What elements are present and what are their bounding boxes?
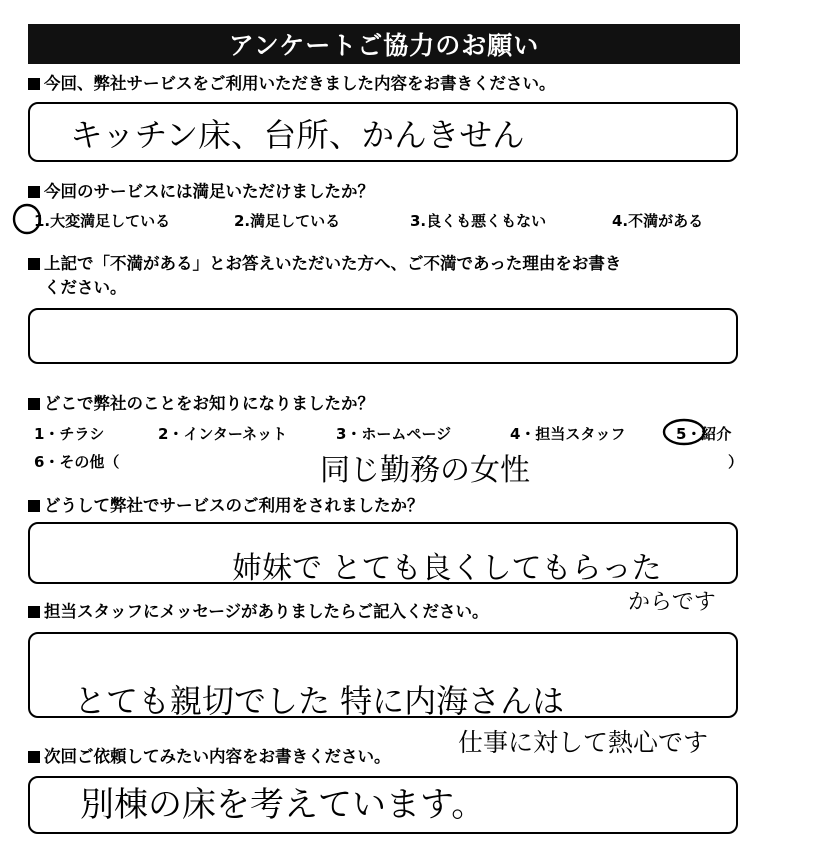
handwritten-answer-4-other: 同じ勤務の女性 — [320, 453, 530, 488]
question-1-text: 今回、弊社サービスをご利用いただきました内容をお書きください。 — [44, 74, 556, 93]
q2-selected-circle — [14, 205, 40, 233]
q2-option-4[interactable]: 4.不満がある — [612, 212, 704, 230]
question-2-text: 今回のサービスには満足いただけましたか？ — [44, 182, 374, 201]
handwritten-answer-5-line1: 姉妹で とても良くしてもらった — [232, 551, 662, 586]
q4-option-6-other[interactable]: 6・その他（ — [34, 453, 120, 471]
handwritten-answer-1: キッチン床、台所、かんきせん — [70, 116, 525, 154]
handwritten-answer-6-line2: 仕事に対して熱心です — [458, 728, 709, 757]
q2-option-1[interactable]: 1.大変満足している — [34, 212, 171, 230]
q4-option-5[interactable]: 5・紹介 — [676, 425, 732, 443]
q2-option-3[interactable]: 3.良くも悪くもない — [410, 212, 547, 230]
question-4-text: どこで弊社のことをお知りになりましたか？ — [44, 394, 374, 413]
q4-option-4[interactable]: 4・担当スタッフ — [510, 425, 626, 443]
question-3-text-line2: ください。 — [44, 278, 127, 297]
question-3-text-line1: 上記で「不満がある」とお答えいただいた方へ、ご不満であった理由をお書き — [44, 254, 622, 273]
question-5-text: どうして弊社でサービスのご利用をされましたか？ — [44, 496, 424, 515]
form-title: アンケートご協力のお願い — [28, 24, 740, 64]
handwritten-answer-6-line1: とても親切でした 特に内海さんは — [74, 682, 565, 720]
handwritten-answer-5-line2: からです — [628, 590, 716, 615]
handwritten-answer-7: 別棟の床を考えています。 — [80, 785, 486, 825]
q4-option-1[interactable]: 1・チラシ — [34, 425, 105, 443]
q4-option-3[interactable]: 3・ホームページ — [336, 425, 452, 443]
q4-option-2[interactable]: 2・インターネット — [158, 425, 288, 443]
q4-other-close-paren: ） — [728, 453, 744, 471]
q2-option-2[interactable]: 2.満足している — [234, 212, 341, 230]
question-6-text: 担当スタッフにメッセージがありましたらご記入ください。 — [44, 602, 489, 621]
q4-selected-circle — [664, 420, 704, 444]
question-7-text: 次回ご依頼してみたい内容をお書きください。 — [44, 747, 391, 766]
